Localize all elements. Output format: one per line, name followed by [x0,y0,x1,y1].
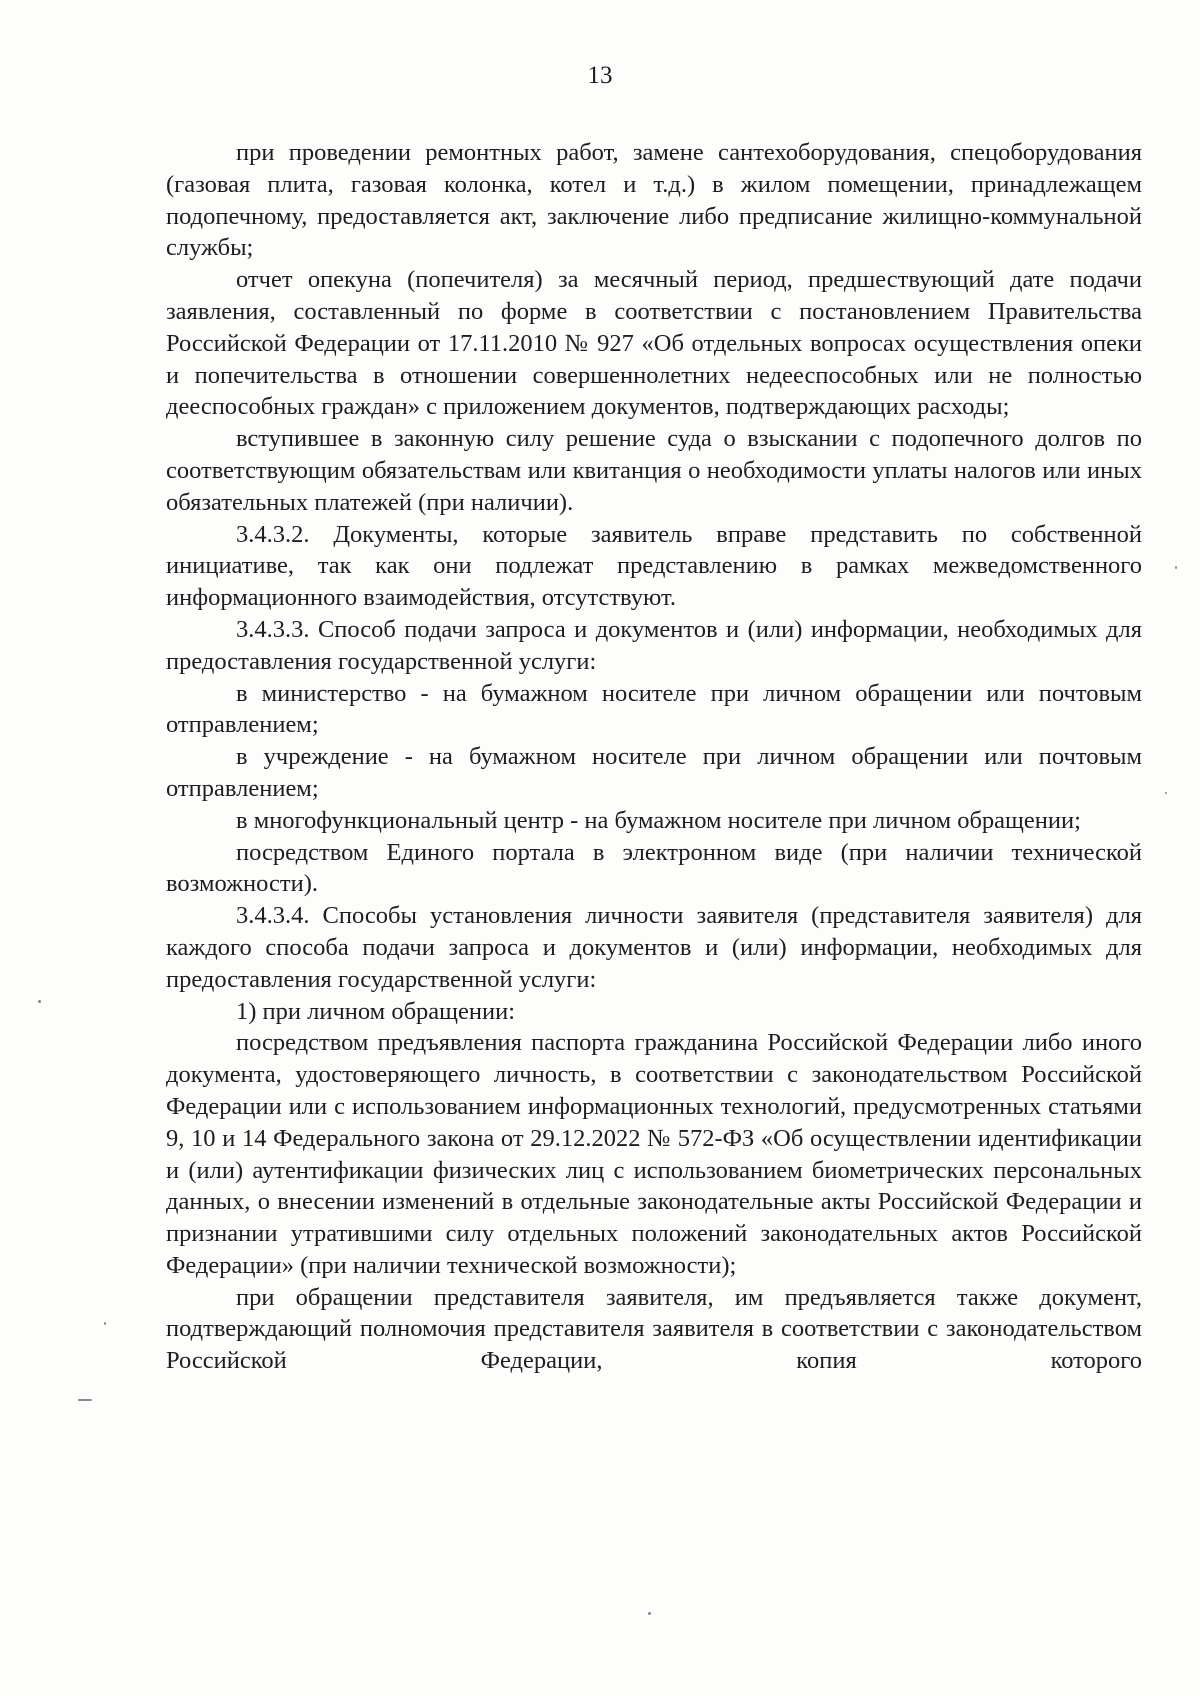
paragraph-section-3-4-3-2: 3.4.3.2. Документы, которые заявитель вправе представить по собственной инициативе, так как они подлежат представлению в рамках межведомственного информационного взаимодействия, отсутствуют. [166,520,1142,612]
paragraph-representative: при обращении представителя заявителя, им предъявляется также документ, подтверждающий полномочия представителя заявителя в соответствии с законодательством Российской Федерации, копия которого [166,1283,1142,1375]
scan-speck [38,1000,41,1003]
paragraph-section-3-4-3-4: 3.4.3.4. Способы установления личности заявителя (представителя заявителя) для каждого способа подачи запроса и документов и (или) информации, необходимых для предоставления государственной услуги: [166,902,1142,993]
paragraph-court-decision: вступившее в законную силу решение суда о взыскании с подопечного долгов по соответствующим обязательствам или квитанция о необходимости уплаты налогов или иных обязательных платежей (при наличии). [166,425,1142,516]
paragraph-section-3-4-3-3: 3.4.3.3. Способ подачи запроса и документов и (или) информации, необходимых для предоставления государственной услуги: [166,615,1142,675]
paragraph-passport-presentation: посредством предъявления паспорта гражданина Российской Федерации либо иного документа, удостоверяющего личность, в соответствии с законодательством Российской Федерации или с использованием информационных технологий, предусмотренных статьями 9, 10 и 14 Федерального закона от 29.12.2022 № 572-ФЗ «Об осуществлении идентификации и (или) аутентификации физических лиц с использованием биометрических персональных данных, о внесении изменений в отдельные законодательные акты Российской Федерации и признании утратившими силу отдельных положений законодательных актов Российской Федерации» (при наличии технической возможности); [166,1029,1142,1279]
paragraph-guardian-report: отчет опекуна (попечителя) за месячный период, предшествующий дате подачи заявления, составленный по форме в соответствии с постановлением Правительства Российской Федерации от 17.11.2010 № 927 «Об отдельных вопросах осуществления опеки и попечительства в отношении совершеннолетних недееспособных или не полностью дееспособных граждан» с приложением документов, подтверждающих расходы; [166,266,1142,421]
document-body [166,137,1142,1377]
paragraph-personal-visit: 1) при личном обращении: [236,997,516,1025]
paragraph-ministry-submission: в министерство - на бумажном носителе при личном обращении или почтовым отправлением; [166,679,1142,739]
scan-speck [1165,792,1167,794]
scan-speck [78,1399,92,1401]
paragraph-mfc-submission: в многофункциональный центр - на бумажном носителе при личном обращении; [236,806,1081,834]
paragraph-institution-submission: в учреждение - на бумажном носителе при личном обращении или почтовым отправлением; [166,743,1142,802]
scan-speck [1175,566,1177,569]
scan-speck [648,1612,651,1615]
page-number: 13 [587,62,613,89]
paragraph-portal-submission: посредством Единого портала в электронном виде (при наличии технической возможности). [166,838,1142,898]
scan-speck [104,1322,106,1325]
paragraph-repair-documents: при проведении ремонтных работ, замене сантехоборудования, спецоборудования (газовая плита, газовая колонка, котел и т.д.) в жилом помещении, принадлежащем подопечному, предоставляется акт, заключение либо предписание жилищно-коммунальной службы; [166,139,1142,262]
